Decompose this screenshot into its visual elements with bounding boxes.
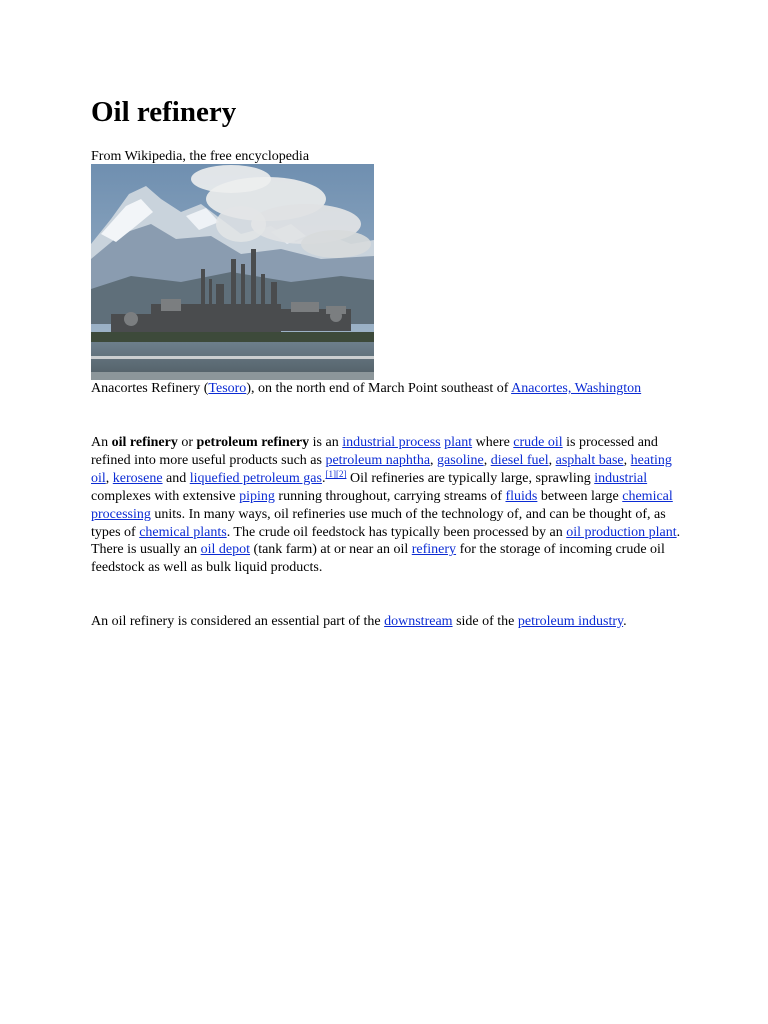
- paragraph-text: for the storage of incoming crude oil feedstock as well as bulk liquid products.: [91, 542, 665, 576]
- paragraph-text: An: [91, 435, 112, 450]
- link-piping[interactable]: piping: [239, 488, 275, 504]
- link-gasoline[interactable]: gasoline: [437, 452, 484, 468]
- link-chemical-plants[interactable]: chemical plants: [139, 524, 227, 540]
- paragraph-text: . The crude oil feedstock has typically been processed by an: [226, 524, 567, 540]
- link-petroleum-naphtha[interactable]: petroleum naphtha: [325, 452, 431, 468]
- link-fluids[interactable]: fluids: [505, 488, 538, 504]
- link-anacortes-washington[interactable]: Anacortes, Washington: [511, 381, 642, 396]
- link-refinery[interactable]: refinery: [411, 542, 457, 558]
- refinery-photo: [91, 164, 374, 380]
- link-asphalt-base[interactable]: asphalt base: [555, 452, 624, 468]
- paragraph-text: units. In many ways, oil refineries use much of the technology of, and can be thought of, as types of: [91, 506, 666, 540]
- link-industrial-process[interactable]: industrial process: [342, 435, 441, 450]
- term-oil-refinery: oil refinery: [111, 435, 178, 450]
- link-oil-production-plant[interactable]: oil production plant: [566, 524, 677, 540]
- link-diesel-fuel[interactable]: diesel fuel: [490, 452, 549, 468]
- reference-link[interactable]: [1][2]: [325, 468, 347, 479]
- second-paragraph: [91, 613, 686, 631]
- paragraph-text: between large: [537, 488, 623, 504]
- caption-text: Anacortes Refinery (: [91, 381, 209, 396]
- link-petroleum-industry[interactable]: petroleum industry: [517, 614, 624, 629]
- link-oil-depot[interactable]: oil depot: [200, 542, 251, 558]
- term-petroleum-refinery: petroleum refinery: [196, 435, 310, 450]
- link-heating-oil[interactable]: heating oil: [91, 452, 672, 486]
- link-crude-oil[interactable]: crude oil: [513, 435, 563, 450]
- link-chemical-processing[interactable]: chemical processing: [91, 488, 673, 522]
- photo-caption: [91, 380, 651, 398]
- paragraph-text: Oil refineries are typically large, sprawling: [346, 470, 595, 486]
- paragraph-text: or: [177, 435, 197, 450]
- link-downstream[interactable]: downstream: [384, 614, 453, 629]
- paragraph-text: complexes with extensive: [91, 488, 240, 504]
- paragraph-text: . There is usually an: [91, 524, 681, 558]
- link-liquefied-petroleum-gas[interactable]: liquefied petroleum gas: [189, 470, 322, 486]
- paragraph-text: side of the: [452, 614, 518, 629]
- paragraph-text: (tank farm) at or near an oil: [250, 542, 412, 558]
- paragraph-text: running throughout, carrying streams of: [274, 488, 506, 504]
- paragraph-text: and: [162, 470, 190, 486]
- paragraph-text: .: [623, 614, 627, 629]
- link-tesoro[interactable]: Tesoro: [208, 381, 247, 396]
- link-kerosene[interactable]: kerosene: [112, 470, 163, 486]
- page-subtitle: From Wikipedia, the free encyclopedia: [91, 149, 310, 164]
- paragraph-text: where: [472, 435, 514, 450]
- paragraph-text: is an: [309, 435, 343, 450]
- link-plant[interactable]: plant: [444, 435, 473, 450]
- link-industrial[interactable]: industrial: [594, 470, 648, 486]
- paragraph-text: An oil refinery is considered an essential part of the: [91, 614, 385, 629]
- paragraph-text: is processed and refined into more useful products such as: [91, 435, 658, 468]
- intro-paragraph: An oil refinery or petroleum refinery is an industrial process plant where crude oil is processed and refined into more useful products such as petroleum naphtha, gasoline, diesel fuel, asphalt base, heating oil, kerosene and liquefied petroleum gas.[1][2] Oil refineries are typically large, sprawling industrial complexes with extensive piping running throughout, carrying streams of fluids between large chemical processing units. In many ways, oil refineries use much of the technology of, and can be thought of, as types of chemical plants. The crude oil feedstock has typically been processed by an oil production plant. There is usually an oil depot (tank farm) at or near an oil refinery for the storage of incoming crude oil feedstock as well as bulk liquid products.: [91, 435, 681, 576]
- page-title: Oil refinery: [91, 96, 237, 128]
- caption-text: ), on the north end of March Point southeast of: [246, 381, 512, 396]
